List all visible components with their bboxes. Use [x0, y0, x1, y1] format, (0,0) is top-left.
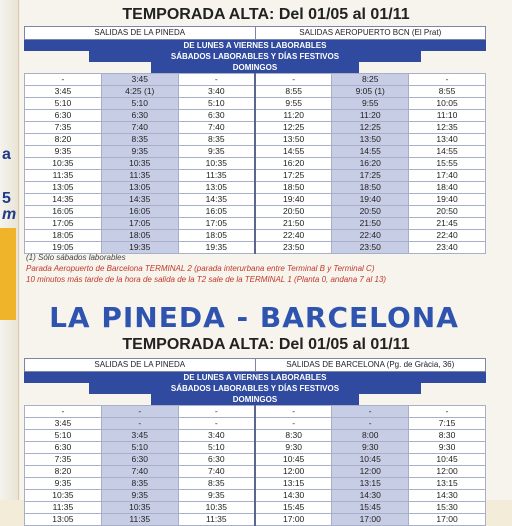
time-cell: 10:35 [178, 502, 255, 514]
time-cell: 12:00 [409, 466, 486, 478]
time-cell: 6:30 [178, 110, 255, 122]
time-cell: 15:45 [332, 502, 409, 514]
season-title-bottom: TEMPORADA ALTA: Del 01/05 al 01/11 [122, 336, 410, 353]
time-cell: 12:00 [255, 466, 332, 478]
time-cell: 13:05 [25, 514, 102, 526]
time-cell: 20:50 [409, 206, 486, 218]
time-cell: 7:35 [25, 454, 102, 466]
time-cell: 17:25 [332, 170, 409, 182]
time-cell: 13:05 [25, 182, 102, 194]
time-cell: 17:05 [101, 218, 178, 230]
time-cell: 11:20 [255, 110, 332, 122]
time-cell: 14:55 [409, 146, 486, 158]
time-cell: 16:05 [178, 206, 255, 218]
time-cell: 10:35 [25, 158, 102, 170]
left-margin-strip [0, 0, 19, 500]
time-cell: 21:50 [255, 218, 332, 230]
time-cell: 17:00 [332, 514, 409, 526]
note-terminal-2: Parada Aeropuerto de Barcelona TERMINAL 2 (parada interurbana entre Terminal B y Terminal C) [26, 264, 375, 273]
time-cell: 17:00 [255, 514, 332, 526]
time-cell: 17:05 [178, 218, 255, 230]
time-cell: 12:35 [409, 122, 486, 134]
time-cell: 8:35 [101, 478, 178, 490]
table-row [25, 182, 486, 194]
time-cell: 9:35 [101, 490, 178, 502]
time-cell: 9:05 (1) [332, 86, 409, 98]
time-cell: 9:30 [332, 442, 409, 454]
time-cell: 23:40 [409, 242, 486, 254]
time-cell: 16:05 [25, 206, 102, 218]
timetable-bottom [24, 358, 486, 526]
season-title-top: TEMPORADA ALTA: Del 01/05 al 01/11 [122, 6, 410, 23]
time-cell: 15:30 [409, 502, 486, 514]
table-row [25, 86, 486, 98]
time-cell: 10:35 [101, 502, 178, 514]
time-cell: 3:40 [178, 86, 255, 98]
time-cell: 6:30 [25, 110, 102, 122]
margin-fragment: a [2, 146, 11, 163]
time-cell: 6:30 [178, 454, 255, 466]
route-title: LA PINEDA - BARCELONA [49, 301, 459, 334]
day-bar-saturdays: SÁBADOS LABORABLES Y DÍAS FESTIVOS [89, 51, 422, 62]
time-cell: 18:50 [255, 182, 332, 194]
time-cell: - [409, 406, 486, 418]
table-row [25, 194, 486, 206]
time-cell: 20:50 [332, 206, 409, 218]
time-cell: 8:25 [332, 74, 409, 86]
time-cell: 10:45 [409, 454, 486, 466]
day-bar-weekdays: DE LUNES A VIERNES LABORABLES [24, 40, 486, 51]
time-cell: 9:55 [332, 98, 409, 110]
schedule-table [24, 73, 486, 254]
time-cell: 11:35 [25, 170, 102, 182]
time-cell: 9:35 [178, 146, 255, 158]
time-cell: 19:40 [255, 194, 332, 206]
time-cell: 3:45 [101, 74, 178, 86]
time-cell: 18:05 [25, 230, 102, 242]
table-row [25, 466, 486, 478]
column-headers [24, 26, 486, 40]
time-cell: 19:40 [332, 194, 409, 206]
time-cell: 12:25 [332, 122, 409, 134]
time-cell: 8:55 [409, 86, 486, 98]
time-cell: 17:05 [25, 218, 102, 230]
time-cell: - [25, 406, 102, 418]
time-cell: 16:05 [101, 206, 178, 218]
table-row [25, 502, 486, 514]
table-row [25, 146, 486, 158]
time-cell: 22:40 [409, 230, 486, 242]
time-cell: - [178, 74, 255, 86]
time-cell: 8:20 [25, 466, 102, 478]
time-cell: 6:30 [101, 454, 178, 466]
table-row [25, 110, 486, 122]
time-cell: 11:35 [25, 502, 102, 514]
time-cell: 9:55 [255, 98, 332, 110]
time-cell: 20:50 [255, 206, 332, 218]
time-cell: 7:40 [101, 122, 178, 134]
time-cell: 12:25 [255, 122, 332, 134]
time-cell: 3:45 [25, 86, 102, 98]
day-bar-sundays: DOMINGOS [151, 62, 359, 73]
time-cell: 8:30 [409, 430, 486, 442]
time-cell: 18:05 [178, 230, 255, 242]
time-cell: 14:35 [178, 194, 255, 206]
time-cell: 10:35 [178, 158, 255, 170]
time-cell: 16:20 [255, 158, 332, 170]
time-cell: 13:15 [255, 478, 332, 490]
time-cell: 10:35 [25, 490, 102, 502]
time-cell: 8:35 [178, 478, 255, 490]
table-row [25, 230, 486, 242]
time-cell: 6:30 [101, 110, 178, 122]
time-cell: 9:35 [101, 146, 178, 158]
time-cell: 11:35 [178, 170, 255, 182]
table-row [25, 514, 486, 526]
time-cell: - [409, 74, 486, 86]
time-cell: 14:30 [332, 490, 409, 502]
time-cell: 5:10 [101, 442, 178, 454]
time-cell: 22:40 [332, 230, 409, 242]
time-cell: 12:00 [332, 466, 409, 478]
notes [26, 252, 386, 285]
time-cell: 13:50 [332, 134, 409, 146]
time-cell: 9:35 [178, 490, 255, 502]
margin-fragment: 5 [2, 190, 11, 207]
time-cell: 18:50 [332, 182, 409, 194]
time-cell: 8:20 [25, 134, 102, 146]
time-cell: 10:35 [101, 158, 178, 170]
table-row [25, 478, 486, 490]
time-cell: 13:15 [409, 478, 486, 490]
time-cell: 5:10 [101, 98, 178, 110]
time-cell: 23:50 [255, 242, 332, 254]
time-cell: - [255, 406, 332, 418]
time-cell: 13:15 [332, 478, 409, 490]
time-cell: - [101, 418, 178, 430]
time-cell: 9:30 [409, 442, 486, 454]
table-row [25, 158, 486, 170]
time-cell: 22:40 [255, 230, 332, 242]
time-cell: 3:45 [25, 418, 102, 430]
time-cell: 11:35 [101, 514, 178, 526]
table-row [25, 134, 486, 146]
table-row [25, 122, 486, 134]
time-cell: 14:30 [255, 490, 332, 502]
header-departures-right: SALIDAS DE BARCELONA (Pg. de Gràcia, 36) [286, 360, 455, 369]
day-bar-sundays: DOMINGOS [151, 394, 359, 405]
time-cell: - [332, 418, 409, 430]
time-cell: 5:10 [25, 98, 102, 110]
time-cell: - [178, 406, 255, 418]
time-cell: 10:45 [255, 454, 332, 466]
header-departures-left: SALIDAS DE LA PINEDA [25, 359, 256, 371]
time-cell: - [25, 74, 102, 86]
margin-fragment: m [2, 206, 17, 223]
time-cell: 19:35 [101, 242, 178, 254]
table-row [25, 170, 486, 182]
time-cell: 17:25 [255, 170, 332, 182]
time-cell: 13:05 [101, 182, 178, 194]
note-terminal-1: 10 minutos más tarde de la hora de salida de la T2 sale de la TERMINAL 1 (Planta 0, andana 7 al 13) [26, 275, 387, 284]
time-cell: 13:05 [178, 182, 255, 194]
time-cell: 7:40 [178, 122, 255, 134]
time-cell: 5:10 [178, 98, 255, 110]
time-cell: 8:30 [255, 430, 332, 442]
time-cell: 8:35 [178, 134, 255, 146]
time-cell: 21:50 [332, 218, 409, 230]
time-cell: 14:35 [25, 194, 102, 206]
time-cell: - [178, 418, 255, 430]
yellow-ad-strip [0, 228, 16, 320]
time-cell: 13:50 [255, 134, 332, 146]
table-row [25, 74, 486, 86]
time-cell: 7:40 [178, 466, 255, 478]
header-departures-right: SALIDAS AEROPUERTO BCN (El Prat) [299, 28, 442, 37]
table-row [25, 442, 486, 454]
time-cell: 10:05 [409, 98, 486, 110]
schedule-table [24, 405, 486, 526]
time-cell: 23:50 [332, 242, 409, 254]
time-cell: - [332, 406, 409, 418]
time-cell: 4:25 (1) [101, 86, 178, 98]
time-cell: 15:55 [409, 158, 486, 170]
time-cell: 11:35 [101, 170, 178, 182]
time-cell: 14:35 [101, 194, 178, 206]
time-cell: 11:35 [178, 514, 255, 526]
time-cell: 13:40 [409, 134, 486, 146]
time-cell: 8:00 [332, 430, 409, 442]
time-cell: 18:05 [101, 230, 178, 242]
time-cell: 3:40 [178, 430, 255, 442]
time-cell: 9:35 [25, 146, 102, 158]
table-row [25, 206, 486, 218]
timetable-top [24, 26, 486, 254]
column-headers [24, 358, 486, 372]
time-cell: 9:35 [25, 478, 102, 490]
time-cell: 5:10 [178, 442, 255, 454]
time-cell: 5:10 [25, 430, 102, 442]
time-cell: 21:45 [409, 218, 486, 230]
time-cell: 11:20 [332, 110, 409, 122]
time-cell: 17:40 [409, 170, 486, 182]
time-cell: 14:55 [332, 146, 409, 158]
time-cell: 18:40 [409, 182, 486, 194]
time-cell: 14:55 [255, 146, 332, 158]
time-cell: 19:35 [178, 242, 255, 254]
time-cell: 19:40 [409, 194, 486, 206]
day-bar-saturdays: SÁBADOS LABORABLES Y DÍAS FESTIVOS [89, 383, 422, 394]
time-cell: 11:10 [409, 110, 486, 122]
table-row [25, 218, 486, 230]
time-cell: 14:30 [409, 490, 486, 502]
table-row [25, 454, 486, 466]
header-departures-left: SALIDAS DE LA PINEDA [25, 27, 256, 39]
time-cell: 9:30 [255, 442, 332, 454]
time-cell: 7:15 [409, 418, 486, 430]
table-row [25, 406, 486, 418]
time-cell: 7:40 [101, 466, 178, 478]
time-cell: 19:05 [25, 242, 102, 254]
time-cell: 6:30 [25, 442, 102, 454]
time-cell: 8:35 [101, 134, 178, 146]
table-row [25, 418, 486, 430]
time-cell: 8:55 [255, 86, 332, 98]
time-cell: 10:45 [332, 454, 409, 466]
table-row [25, 430, 486, 442]
time-cell: - [255, 418, 332, 430]
time-cell: - [101, 406, 178, 418]
table-row [25, 98, 486, 110]
time-cell: 7:35 [25, 122, 102, 134]
time-cell: 3:45 [101, 430, 178, 442]
time-cell: - [255, 74, 332, 86]
note-saturdays: (1) Sólo sábados laborables [26, 253, 126, 262]
time-cell: 15:45 [255, 502, 332, 514]
time-cell: 17:00 [409, 514, 486, 526]
day-bar-weekdays: DE LUNES A VIERNES LABORABLES [24, 372, 486, 383]
time-cell: 16:20 [332, 158, 409, 170]
